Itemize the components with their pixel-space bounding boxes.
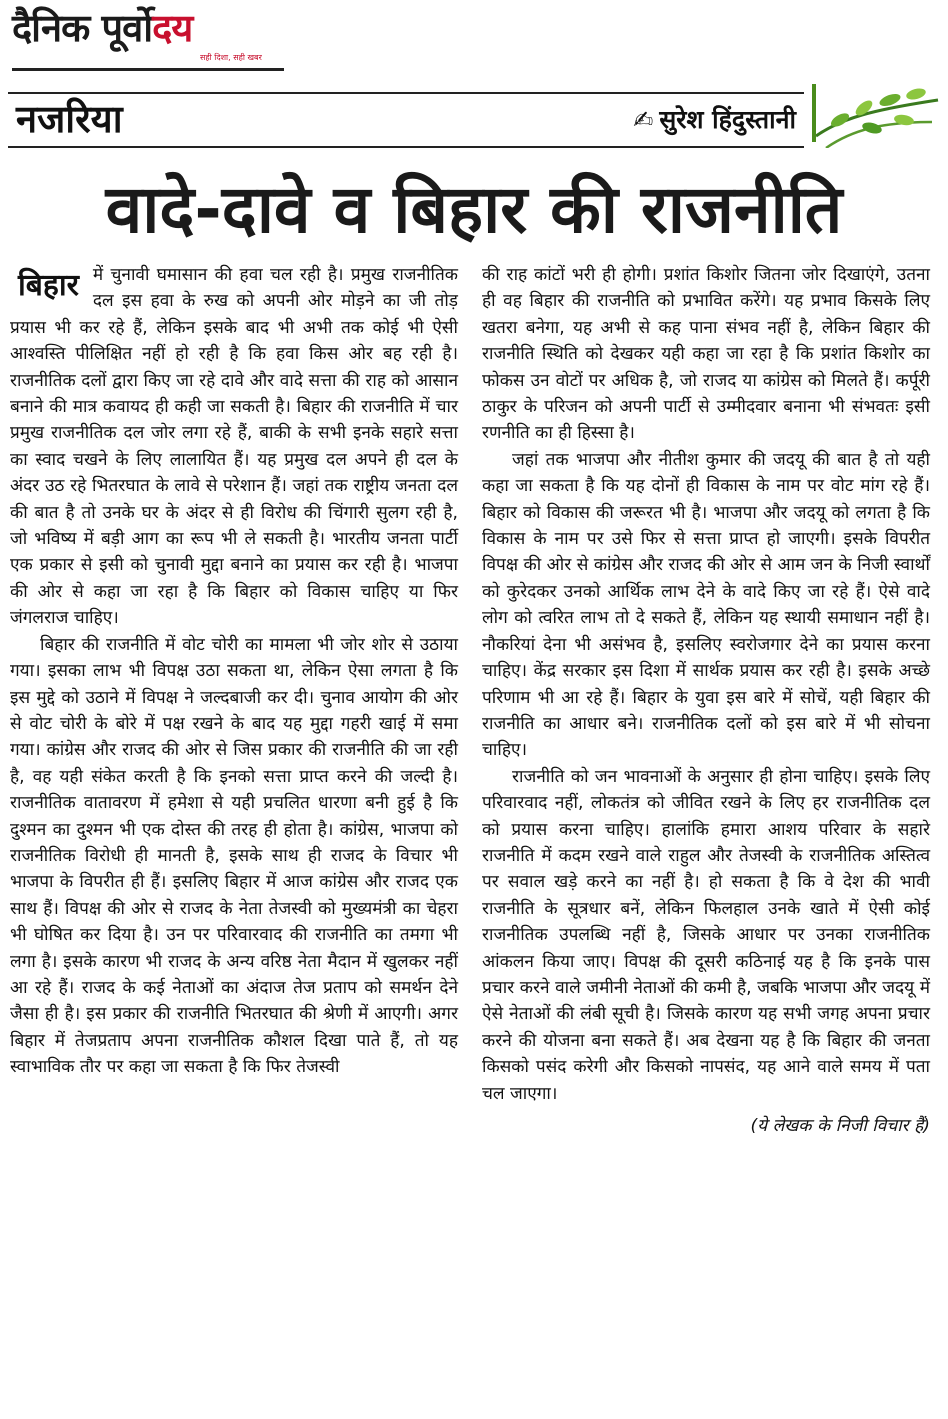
disclaimer: (ये लेखक के निजी विचार हैं): [750, 1116, 930, 1136]
masthead-rule: [12, 68, 284, 71]
paragraph: [10, 262, 458, 632]
headline: वादे-दावे व बिहार की राजनीति: [105, 171, 843, 248]
byline: [633, 100, 796, 140]
masthead-title-accent: दय: [152, 6, 193, 50]
byline-author: सुरेश हिंदुस्तानी: [659, 105, 796, 134]
leaf-sprig-icon: [812, 78, 942, 148]
paragraph: राजनीति को जन भावनाओं के अनुसार ही होना चाहिए। इसके लिए परिवारवाद नहीं, लोकतंत्र को जीवित रखने के लिए हर राजनीतिक दल को प्रयास करना चाहिए। हालांकि हमारा आशय परिवार के सहारे राजनीति में कदम रखने वाले राहुल और तेजस्वी के राजनीतिक अस्तित्व पर सवाल खड़े करने का नहीं है। हो सकता है कि वे देश की भावी राजनीति के सूत्रधार बनें, लेकिन फिलहाल उनके खाते में ऐसी कोई राजनीतिक उपलब्धि नहीं है, जिसके आधार पर उनका राजनीतिक आंकलन किया जाए। विपक्ष की दूसरी कठिनाई यह है कि इनके पास प्रचार करने वाले जमीनी नेताओं की कमी है, जबकि भाजपा और जदयू में ऐसे नेताओं की लंबी सूची है। जिसके कारण यह सभी जगह अपना प्रचार करने की योजना बना सकते हैं। अब देखना यह है कि बिहार की जनता किसको पसंद करेगी और किसको नापसंद, यह आने वाले समय में पता चल जाएगा।: [482, 766, 930, 1104]
pen-icon: ✍: [633, 106, 654, 134]
paragraph: बिहार की राजनीति में वोट चोरी का मामला भी जोर शोर से उठाया गया। इसका लाभ भी विपक्ष उठा सकता था, लेकिन ऐसा लगता है कि इस मुद्दे को उठाने में विपक्ष ने जल्दबाजी कर दी। चुनाव आयोग की ओर से वोट चोरी के बोरे में पक्ष रखने के बाद यह मुद्दा गहरी खाई में समा गया। कांग्रेस और राजद की ओर से जिस प्रकार की राजनीति की जा रही है, वह यही संकेत करती है कि इनको सत्ता प्राप्त करने की जल्दी है। राजनीतिक वातावरण में हमेशा से यही प्रचलित धारणा बनी हुई है कि दुश्मन का दुश्मन भी एक दोस्त की तरह ही होता है। कांग्रेस, भाजपा को राजनीतिक विरोधी ही मानती है, इसके साथ ही राजद के विचार भी भाजपा के विपरीत ही हैं। इसलिए बिहार में आज कांग्रेस और राजद एक साथ हैं। विपक्ष की ओर से राजद के नेता तेजस्वी को मुख्यमंत्री का चेहरा भी घोषित कर दिया है। उन पर परिवारवाद की राजनीति का तमगा भी लगा है। इसके कारण भी राजद के अन्य वरिष्ठ नेता मैदान में खुलकर नहीं आ रहे हैं। राजद के कई नेताओं का अंदाज तेज प्रताप को समर्थन देने जैसा ही है। इस प्रकार की राजनीति भितरघात की श्रेणी में आएगी। अगर बिहार में तेजप्रताप अपना राजनीतिक कौशल दिखा पाते हैं, तो यह स्वाभाविक तौर पर कहा जा सकता है कि फिर तेजस्वी: [10, 634, 458, 1078]
article-column-right: [482, 262, 930, 1139]
section-title: नजरिया: [16, 97, 123, 141]
paragraph: जहां तक भाजपा और नीतीश कुमार की जदयू की बात है तो यही कहा जा सकता है कि यह दोनों ही विकास के नाम पर वोट मांग रहे हैं। बिहार को विकास की जरूरत भी है। भाजपा और जदयू को लगता है कि विकास के नाम पर उसे फिर से सत्ता प्राप्त हो जाएगी। इसके विपरीत विपक्ष की ओर से कांग्रेस और राजद की ओर से आम जन के निजी स्वार्थों को कुरेदकर उनको आर्थिक लाभ देने के वादे किए जा रहे हैं। ऐसे वादे लोग को त्वरित लाभ तो दे सकते हैं, लेकिन यह स्थायी समाधान नहीं है। नौकरियां देना भी असंभव है, इसलिए स्वरोजगार देने का प्रयास करना चाहिए। केंद्र सरकार इस दिशा में सार्थक प्रयास कर रही है। इसके अच्छे परिणाम भी आ रहे हैं। बिहार के युवा इस बारे में सोचें, यही बिहार की राजनीति का आधार बने। राजनीतिक दलों को इस बारे में भी सोचना चाहिए।: [482, 449, 930, 761]
article-column-left: [10, 262, 458, 1081]
paragraph-text: में चुनावी घमासान की हवा चल रही है। प्रमुख राजनीतिक दल इस हवा के रुख को अपनी ओर मोड़ने का जी तोड़ प्रयास भी कर रहे हैं, लेकिन इसके बाद भी अभी तक कोई भी ऐसी आश्वस्ति पीलिक्षित नहीं हो रही है कि हवा किस ओर बह रही है। राजनीतिक दलों द्वारा किए जा रहे दावे और वादे सत्ता की राह को आसान बनाने की मात्र कवायद ही कही जा सकती है। बिहार की राजनीति में चार प्रमुख राजनीतिक दल जोर लगा रहे हैं, बाकी के सभी इनके सहारे सत्ता का स्वाद चखने के लिए लालायित हैं। यह प्रमुख दल अपने ही दल के अंदर उठ रहे भितरघात के लावे से परेशान हैं। जहां तक राष्ट्रीय जनता दल की बात है तो उनके घर के अंदर से ही विरोध की चिंगारी सुलग रही है, जो भविष्य में बड़ी आग का रूप भी ले सकती है। भारतीय जनता पार्टी एक प्रकार से इसी को चुनावी मुद्दा बनाने का प्रयास कर रही है। भाजपा की ओर से कहा जा रहा है कि बिहार को विकास चाहिए या फिर जंगलराज चाहिए।: [10, 265, 458, 629]
masthead-tagline: सही दिशा, सही खबर: [200, 53, 262, 62]
masthead-title-main: दैनिक पूर्वो: [12, 6, 153, 50]
masthead: [12, 6, 312, 72]
dropcap: बिहार: [18, 268, 79, 303]
paragraph: की राह कांटों भरी ही होगी। प्रशांत किशोर जितना जोर दिखाएंगे, उतना ही वह बिहार की राजनीति को प्रभावित करेंगे। यह प्रभाव किसके लिए खतरा बनेगा, यह अभी से कह पाना संभव नहीं है, लेकिन बिहार की राजनीति स्थिति को देखकर यही कहा जा रहा है कि प्रशांत किशोर का फोकस उन वोटों पर अधिक है, जो राजद या कांग्रेस को मिलते हैं। कर्पूरी ठाकुर के परिजन को अपनी पार्टी से उम्मीदवार बनाना भी संभवतः इसी रणनीति का ही हिस्सा है।: [482, 265, 930, 444]
section-bar: [8, 92, 804, 148]
masthead-logo: [12, 6, 312, 50]
